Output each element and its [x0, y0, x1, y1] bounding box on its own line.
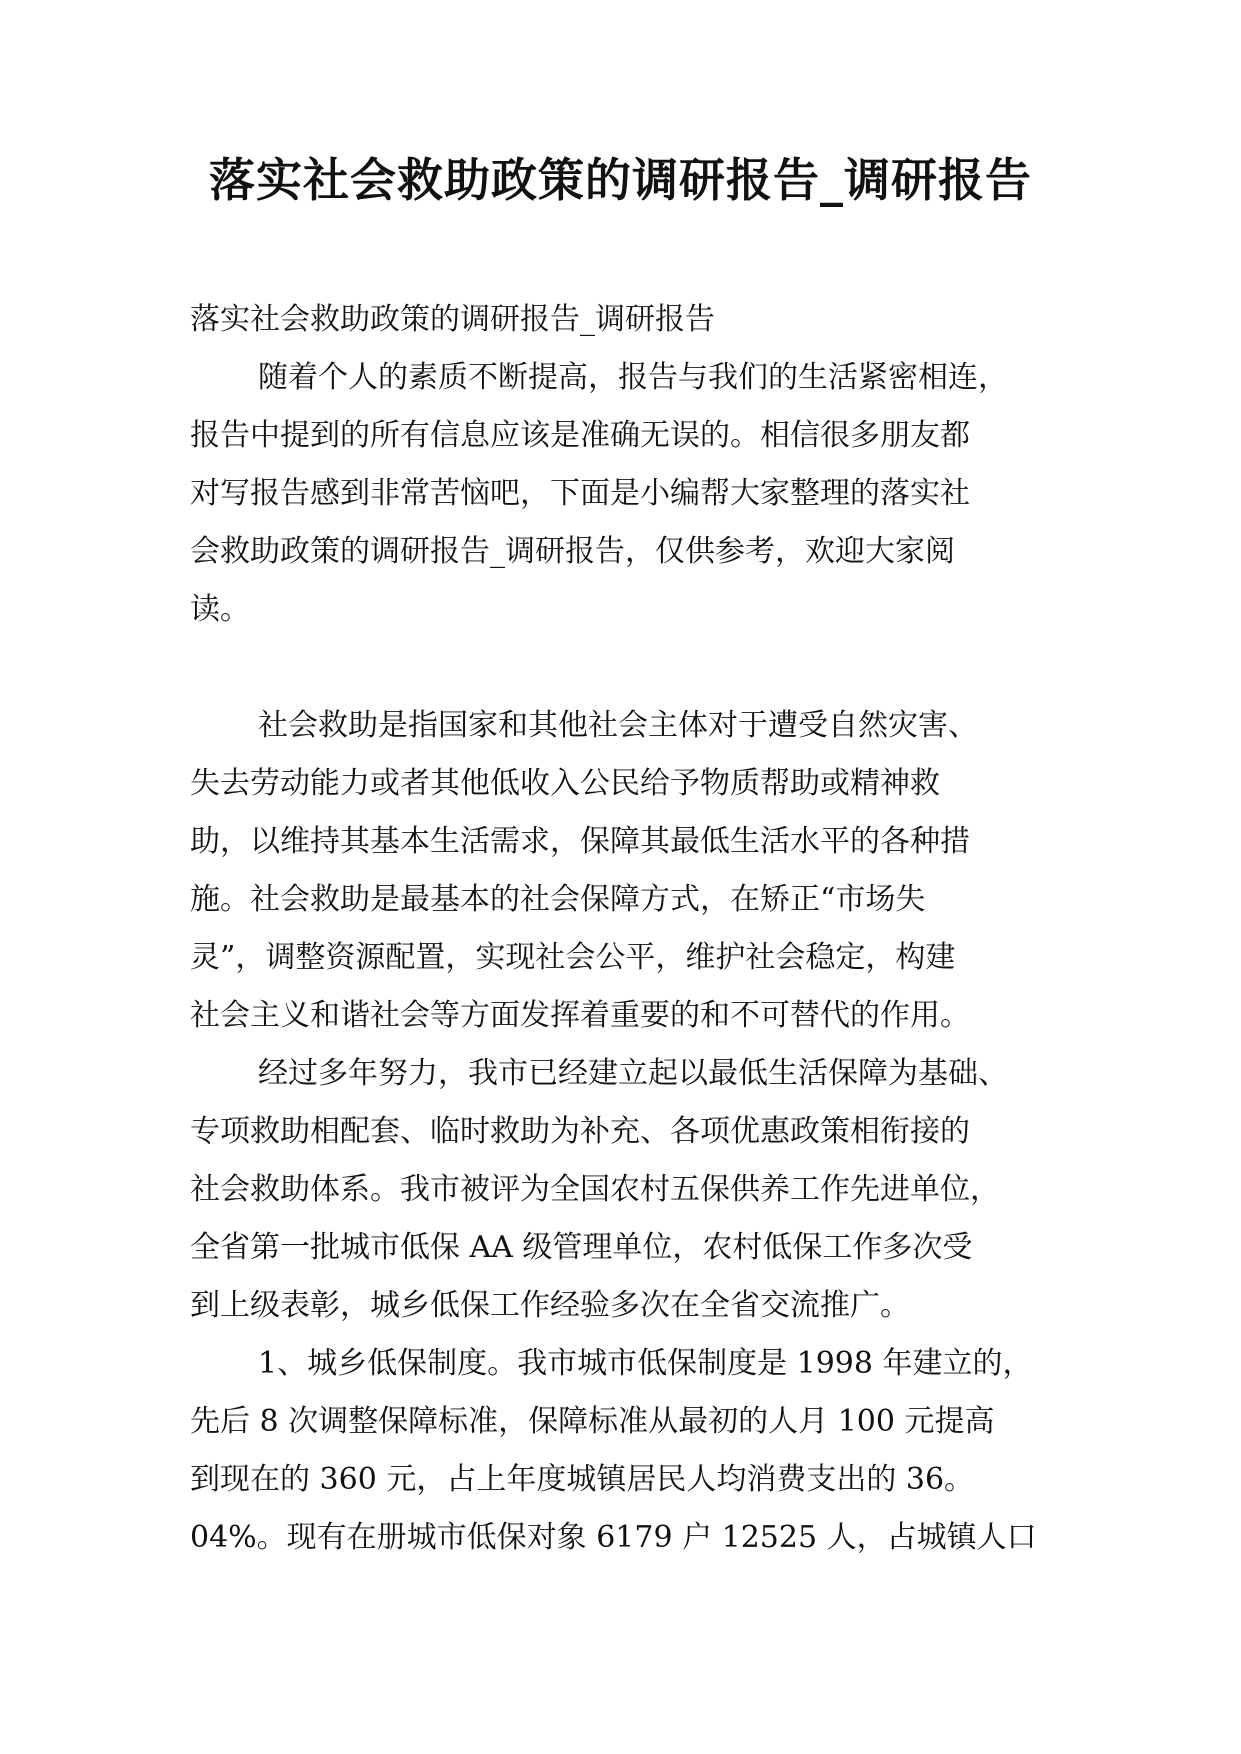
paragraph-4-line-4: 04%。现有在册城市低保对象 6179 户 12525 人，占城镇人口 [190, 1520, 1037, 1555]
paragraph-3-line-3: 社会救助体系。我市被评为全国农村五保供养工作先进单位， [190, 1172, 1000, 1207]
paragraph-1-line-2: 报告中提到的所有信息应该是准确无误的。相信很多朋友都 [190, 418, 970, 453]
paragraph-1-line-3: 对写报告感到非常苦恼吧，下面是小编帮大家整理的落实社 [190, 476, 970, 511]
paragraph-3-line-5: 到上级表彰，城乡低保工作经验多次在全省交流推广。 [190, 1288, 910, 1323]
paragraph-3-line-2: 专项救助相配套、临时救助为补充、各项优惠政策相衔接的 [190, 1114, 970, 1149]
paragraph-2-line-2: 失去劳动能力或者其他低收入公民给予物质帮助或精神救 [190, 766, 940, 801]
paragraph-2-line-1: 社会救助是指国家和其他社会主体对于遭受自然灾害、 [258, 708, 978, 743]
subtitle-line: 落实社会救助政策的调研报告_调研报告 [190, 302, 715, 337]
paragraph-3-line-4: 全省第一批城市低保 AA 级管理单位，农村低保工作多次受 [190, 1230, 973, 1265]
paragraph-4-line-3: 到现在的 360 元，占上年度城镇居民人均消费支出的 36。 [190, 1462, 975, 1497]
paragraph-1-line-5: 读。 [190, 592, 250, 627]
paragraph-1-line-4: 会救助政策的调研报告_调研报告，仅供参考，欢迎大家阅 [190, 534, 955, 569]
paragraph-3-line-1: 经过多年努力，我市已经建立起以最低生活保障为基础、 [258, 1056, 1008, 1091]
paragraph-2-line-6: 社会主义和谐社会等方面发挥着重要的和不可替代的作用。 [190, 998, 970, 1033]
paragraph-2-line-3: 助，以维持其基本生活需求，保障其最低生活水平的各种措 [190, 824, 970, 859]
paragraph-1-line-1: 随着个人的素质不断提高，报告与我们的生活紧密相连， [258, 360, 1008, 395]
paragraph-4-line-1: 1、城乡低保制度。我市城市低保制度是 1998 年建立的， [258, 1346, 1033, 1381]
paragraph-4-line-2: 先后 8 次调整保障标准，保障标准从最初的人月 100 元提高 [190, 1404, 995, 1439]
document-title: 落实社会救助政策的调研报告_调研报告 [209, 153, 1032, 207]
paragraph-2-line-4: 施。社会救助是最基本的社会保障方式，在矫正“市场失 [190, 882, 926, 917]
paragraph-2-line-5: 灵”，调整资源配置，实现社会公平，维护社会稳定，构建 [190, 940, 956, 975]
